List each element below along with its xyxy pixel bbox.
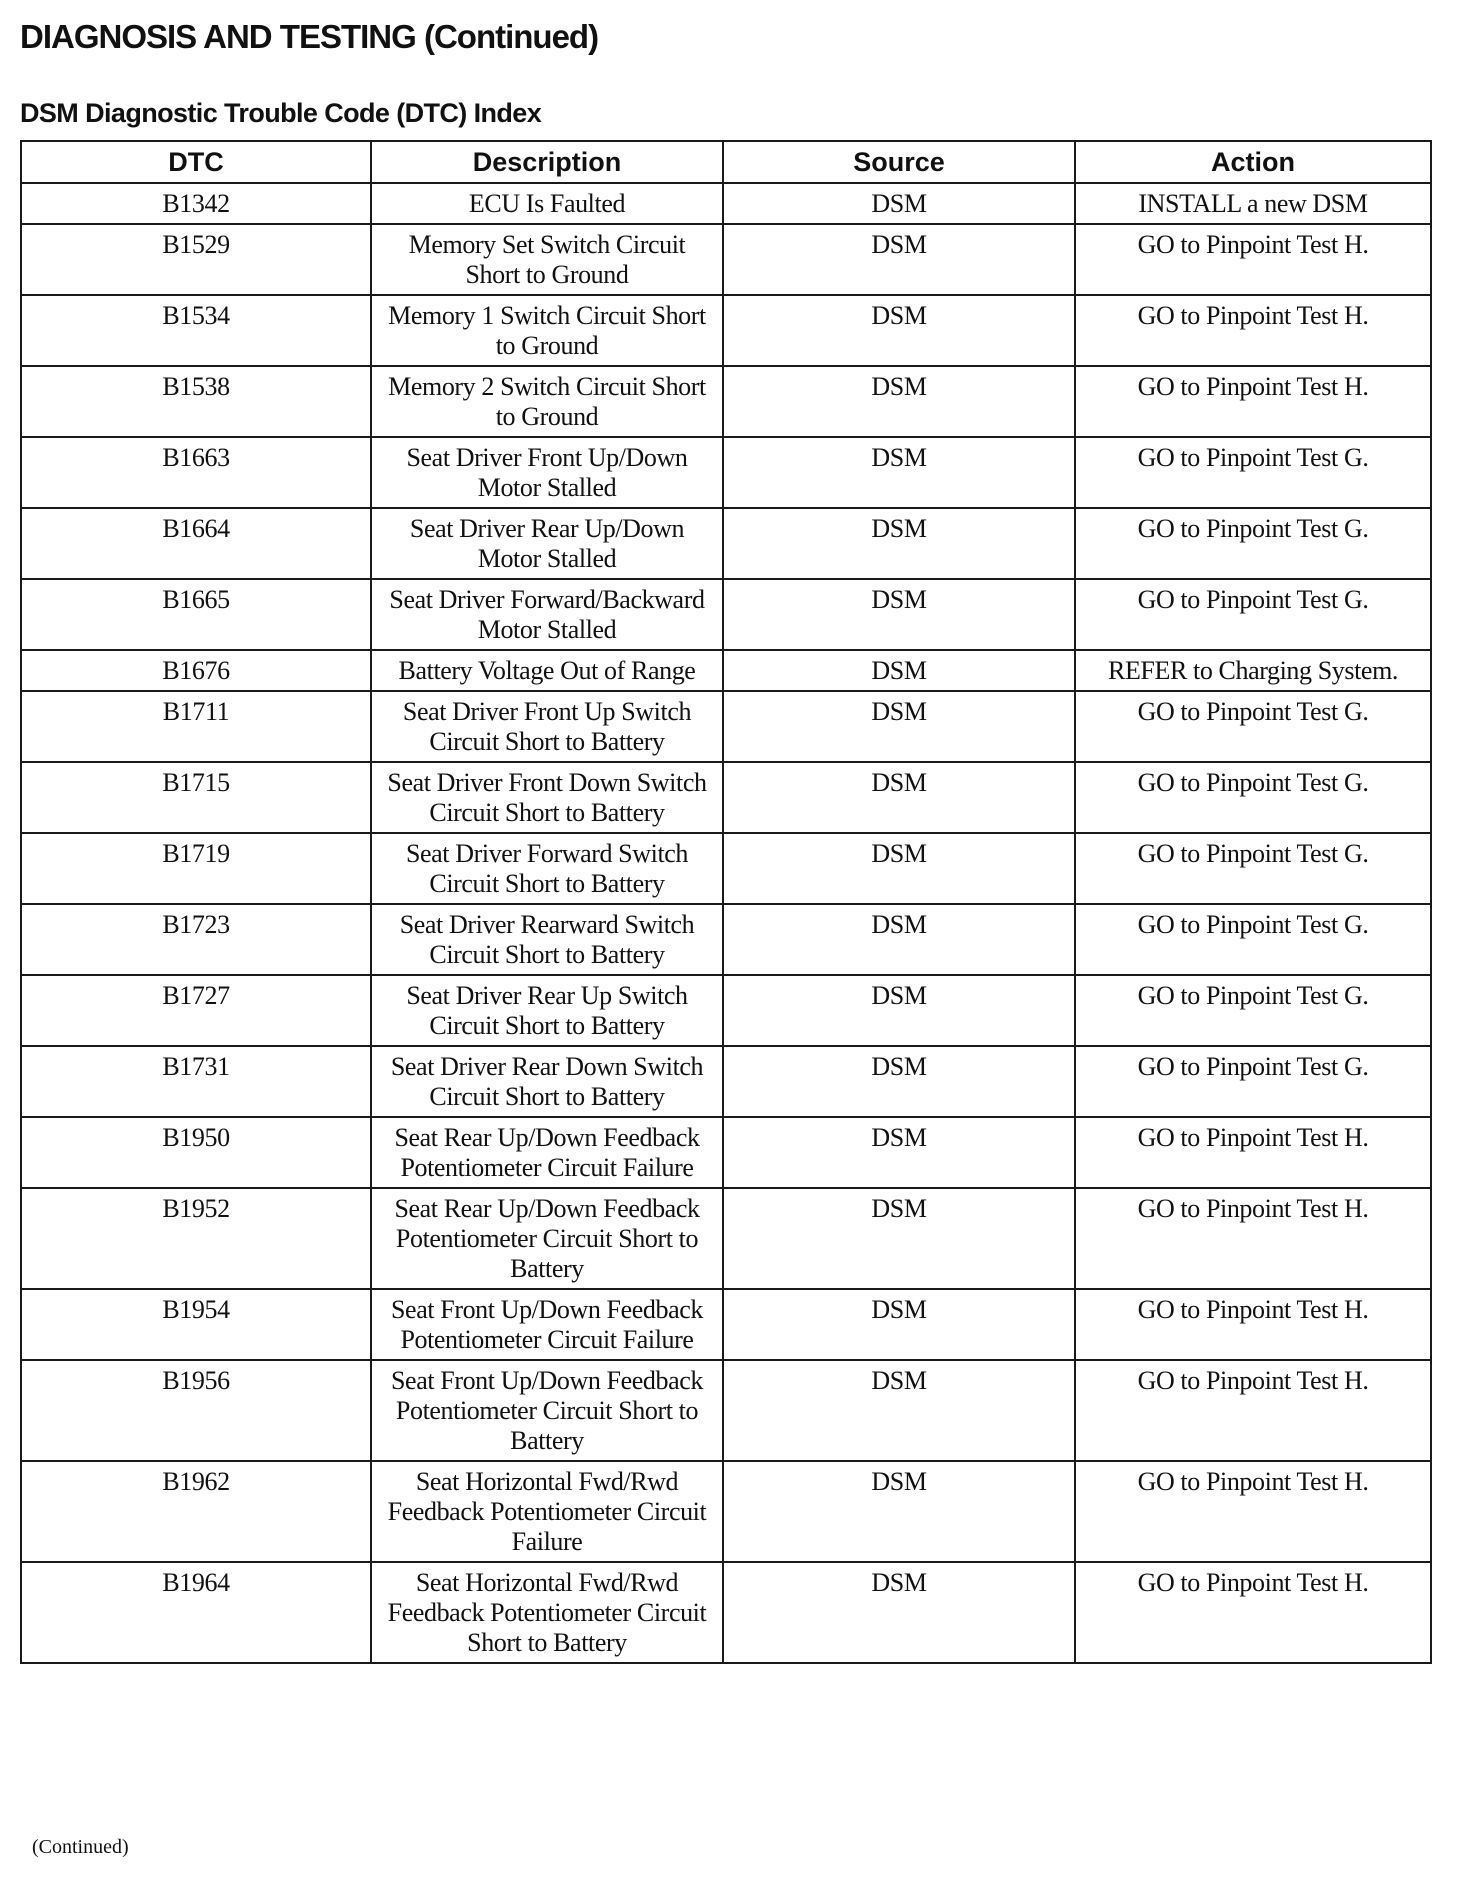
description-cell: Seat Driver Rear Down Switch Circuit Short to Battery	[371, 1046, 723, 1117]
source-cell: DSM	[723, 1562, 1075, 1663]
dtc-code-cell: B1715	[21, 762, 371, 833]
dtc-index-table	[20, 140, 1432, 1664]
dtc-code-cell: B1954	[21, 1289, 371, 1360]
source-cell: DSM	[723, 579, 1075, 650]
description-cell: Battery Voltage Out of Range	[371, 650, 723, 691]
source-cell: DSM	[723, 833, 1075, 904]
dtc-code-cell: B1663	[21, 437, 371, 508]
dtc-code-cell: B1719	[21, 833, 371, 904]
description-cell: Memory Set Switch Circuit Short to Ground	[371, 224, 723, 295]
description-cell: Seat Horizontal Fwd/Rwd Feedback Potentiometer Circuit Short to Battery	[371, 1562, 723, 1663]
description-cell: Memory 2 Switch Circuit Short to Ground	[371, 366, 723, 437]
action-cell: GO to Pinpoint Test H.	[1075, 1289, 1431, 1360]
source-cell: DSM	[723, 1188, 1075, 1289]
continued-note: (Continued)	[32, 1836, 129, 1858]
column-header-description: Description	[371, 141, 723, 183]
action-cell: GO to Pinpoint Test G.	[1075, 691, 1431, 762]
table-row	[21, 1046, 1431, 1117]
table-row	[21, 975, 1431, 1046]
action-cell: GO to Pinpoint Test G.	[1075, 975, 1431, 1046]
source-cell: DSM	[723, 295, 1075, 366]
action-cell: GO to Pinpoint Test H.	[1075, 1188, 1431, 1289]
table-row	[21, 650, 1431, 691]
description-cell: Seat Driver Front Up/Down Motor Stalled	[371, 437, 723, 508]
source-cell: DSM	[723, 904, 1075, 975]
dtc-code-cell: B1665	[21, 579, 371, 650]
description-cell: Seat Driver Front Down Switch Circuit Short to Battery	[371, 762, 723, 833]
table-row	[21, 904, 1431, 975]
source-cell: DSM	[723, 224, 1075, 295]
action-cell: GO to Pinpoint Test G.	[1075, 437, 1431, 508]
dtc-code-cell: B1956	[21, 1360, 371, 1461]
description-cell: Seat Front Up/Down Feedback Potentiometer Circuit Short to Battery	[371, 1360, 723, 1461]
source-cell: DSM	[723, 691, 1075, 762]
dtc-code-cell: B1534	[21, 295, 371, 366]
action-cell: GO to Pinpoint Test G.	[1075, 904, 1431, 975]
action-cell: REFER to Charging System.	[1075, 650, 1431, 691]
source-cell: DSM	[723, 1289, 1075, 1360]
description-cell: ECU Is Faulted	[371, 183, 723, 224]
description-cell: Seat Rear Up/Down Feedback Potentiometer Circuit Failure	[371, 1117, 723, 1188]
action-cell: GO to Pinpoint Test H.	[1075, 1360, 1431, 1461]
table-row	[21, 579, 1431, 650]
dtc-code-cell: B1342	[21, 183, 371, 224]
dtc-code-cell: B1529	[21, 224, 371, 295]
dtc-code-cell: B1723	[21, 904, 371, 975]
action-cell: GO to Pinpoint Test H.	[1075, 1461, 1431, 1562]
table-row	[21, 1289, 1431, 1360]
table-row	[21, 833, 1431, 904]
source-cell: DSM	[723, 762, 1075, 833]
table-row	[21, 1117, 1431, 1188]
source-cell: DSM	[723, 437, 1075, 508]
source-cell: DSM	[723, 1360, 1075, 1461]
action-cell: GO to Pinpoint Test H.	[1075, 295, 1431, 366]
action-cell: GO to Pinpoint Test G.	[1075, 762, 1431, 833]
action-cell: GO to Pinpoint Test H.	[1075, 224, 1431, 295]
description-cell: Seat Driver Forward Switch Circuit Short to Battery	[371, 833, 723, 904]
source-cell: DSM	[723, 1046, 1075, 1117]
description-cell: Seat Rear Up/Down Feedback Potentiometer Circuit Short to Battery	[371, 1188, 723, 1289]
dtc-code-cell: B1538	[21, 366, 371, 437]
dtc-code-cell: B1952	[21, 1188, 371, 1289]
description-cell: Seat Driver Rearward Switch Circuit Short to Battery	[371, 904, 723, 975]
dtc-code-cell: B1964	[21, 1562, 371, 1663]
table-row	[21, 437, 1431, 508]
table-row	[21, 1360, 1431, 1461]
description-cell: Seat Driver Rear Up/Down Motor Stalled	[371, 508, 723, 579]
table-row	[21, 508, 1431, 579]
dtc-code-cell: B1731	[21, 1046, 371, 1117]
table-row	[21, 1461, 1431, 1562]
table-row	[21, 1562, 1431, 1663]
dtc-code-cell: B1676	[21, 650, 371, 691]
source-cell: DSM	[723, 1117, 1075, 1188]
action-cell: GO to Pinpoint Test H.	[1075, 1117, 1431, 1188]
description-cell: Seat Front Up/Down Feedback Potentiometer Circuit Failure	[371, 1289, 723, 1360]
table-row	[21, 366, 1431, 437]
dtc-code-cell: B1711	[21, 691, 371, 762]
description-cell: Memory 1 Switch Circuit Short to Ground	[371, 295, 723, 366]
dtc-code-cell: B1727	[21, 975, 371, 1046]
action-cell: GO to Pinpoint Test G.	[1075, 833, 1431, 904]
source-cell: DSM	[723, 366, 1075, 437]
table-row	[21, 1188, 1431, 1289]
table-header-row	[21, 141, 1431, 183]
dtc-code-cell: B1950	[21, 1117, 371, 1188]
table-row	[21, 183, 1431, 224]
description-cell: Seat Driver Rear Up Switch Circuit Short to Battery	[371, 975, 723, 1046]
table-row	[21, 295, 1431, 366]
column-header-dtc: DTC	[21, 141, 371, 183]
section-title: DSM Diagnostic Trouble Code (DTC) Index	[20, 98, 542, 128]
dtc-code-cell: B1664	[21, 508, 371, 579]
description-cell: Seat Horizontal Fwd/Rwd Feedback Potentiometer Circuit Failure	[371, 1461, 723, 1562]
table-row	[21, 224, 1431, 295]
action-cell: GO to Pinpoint Test G.	[1075, 579, 1431, 650]
column-header-action: Action	[1075, 141, 1431, 183]
action-cell: GO to Pinpoint Test G.	[1075, 508, 1431, 579]
dtc-code-cell: B1962	[21, 1461, 371, 1562]
action-cell: INSTALL a new DSM	[1075, 183, 1431, 224]
action-cell: GO to Pinpoint Test H.	[1075, 1562, 1431, 1663]
action-cell: GO to Pinpoint Test G.	[1075, 1046, 1431, 1117]
source-cell: DSM	[723, 650, 1075, 691]
column-header-source: Source	[723, 141, 1075, 183]
source-cell: DSM	[723, 1461, 1075, 1562]
source-cell: DSM	[723, 508, 1075, 579]
page-title: DIAGNOSIS AND TESTING (Continued)	[20, 18, 599, 55]
action-cell: GO to Pinpoint Test H.	[1075, 366, 1431, 437]
source-cell: DSM	[723, 975, 1075, 1046]
table-row	[21, 691, 1431, 762]
table-body	[21, 183, 1431, 1663]
table-row	[21, 762, 1431, 833]
source-cell: DSM	[723, 183, 1075, 224]
description-cell: Seat Driver Front Up Switch Circuit Short to Battery	[371, 691, 723, 762]
description-cell: Seat Driver Forward/Backward Motor Stalled	[371, 579, 723, 650]
